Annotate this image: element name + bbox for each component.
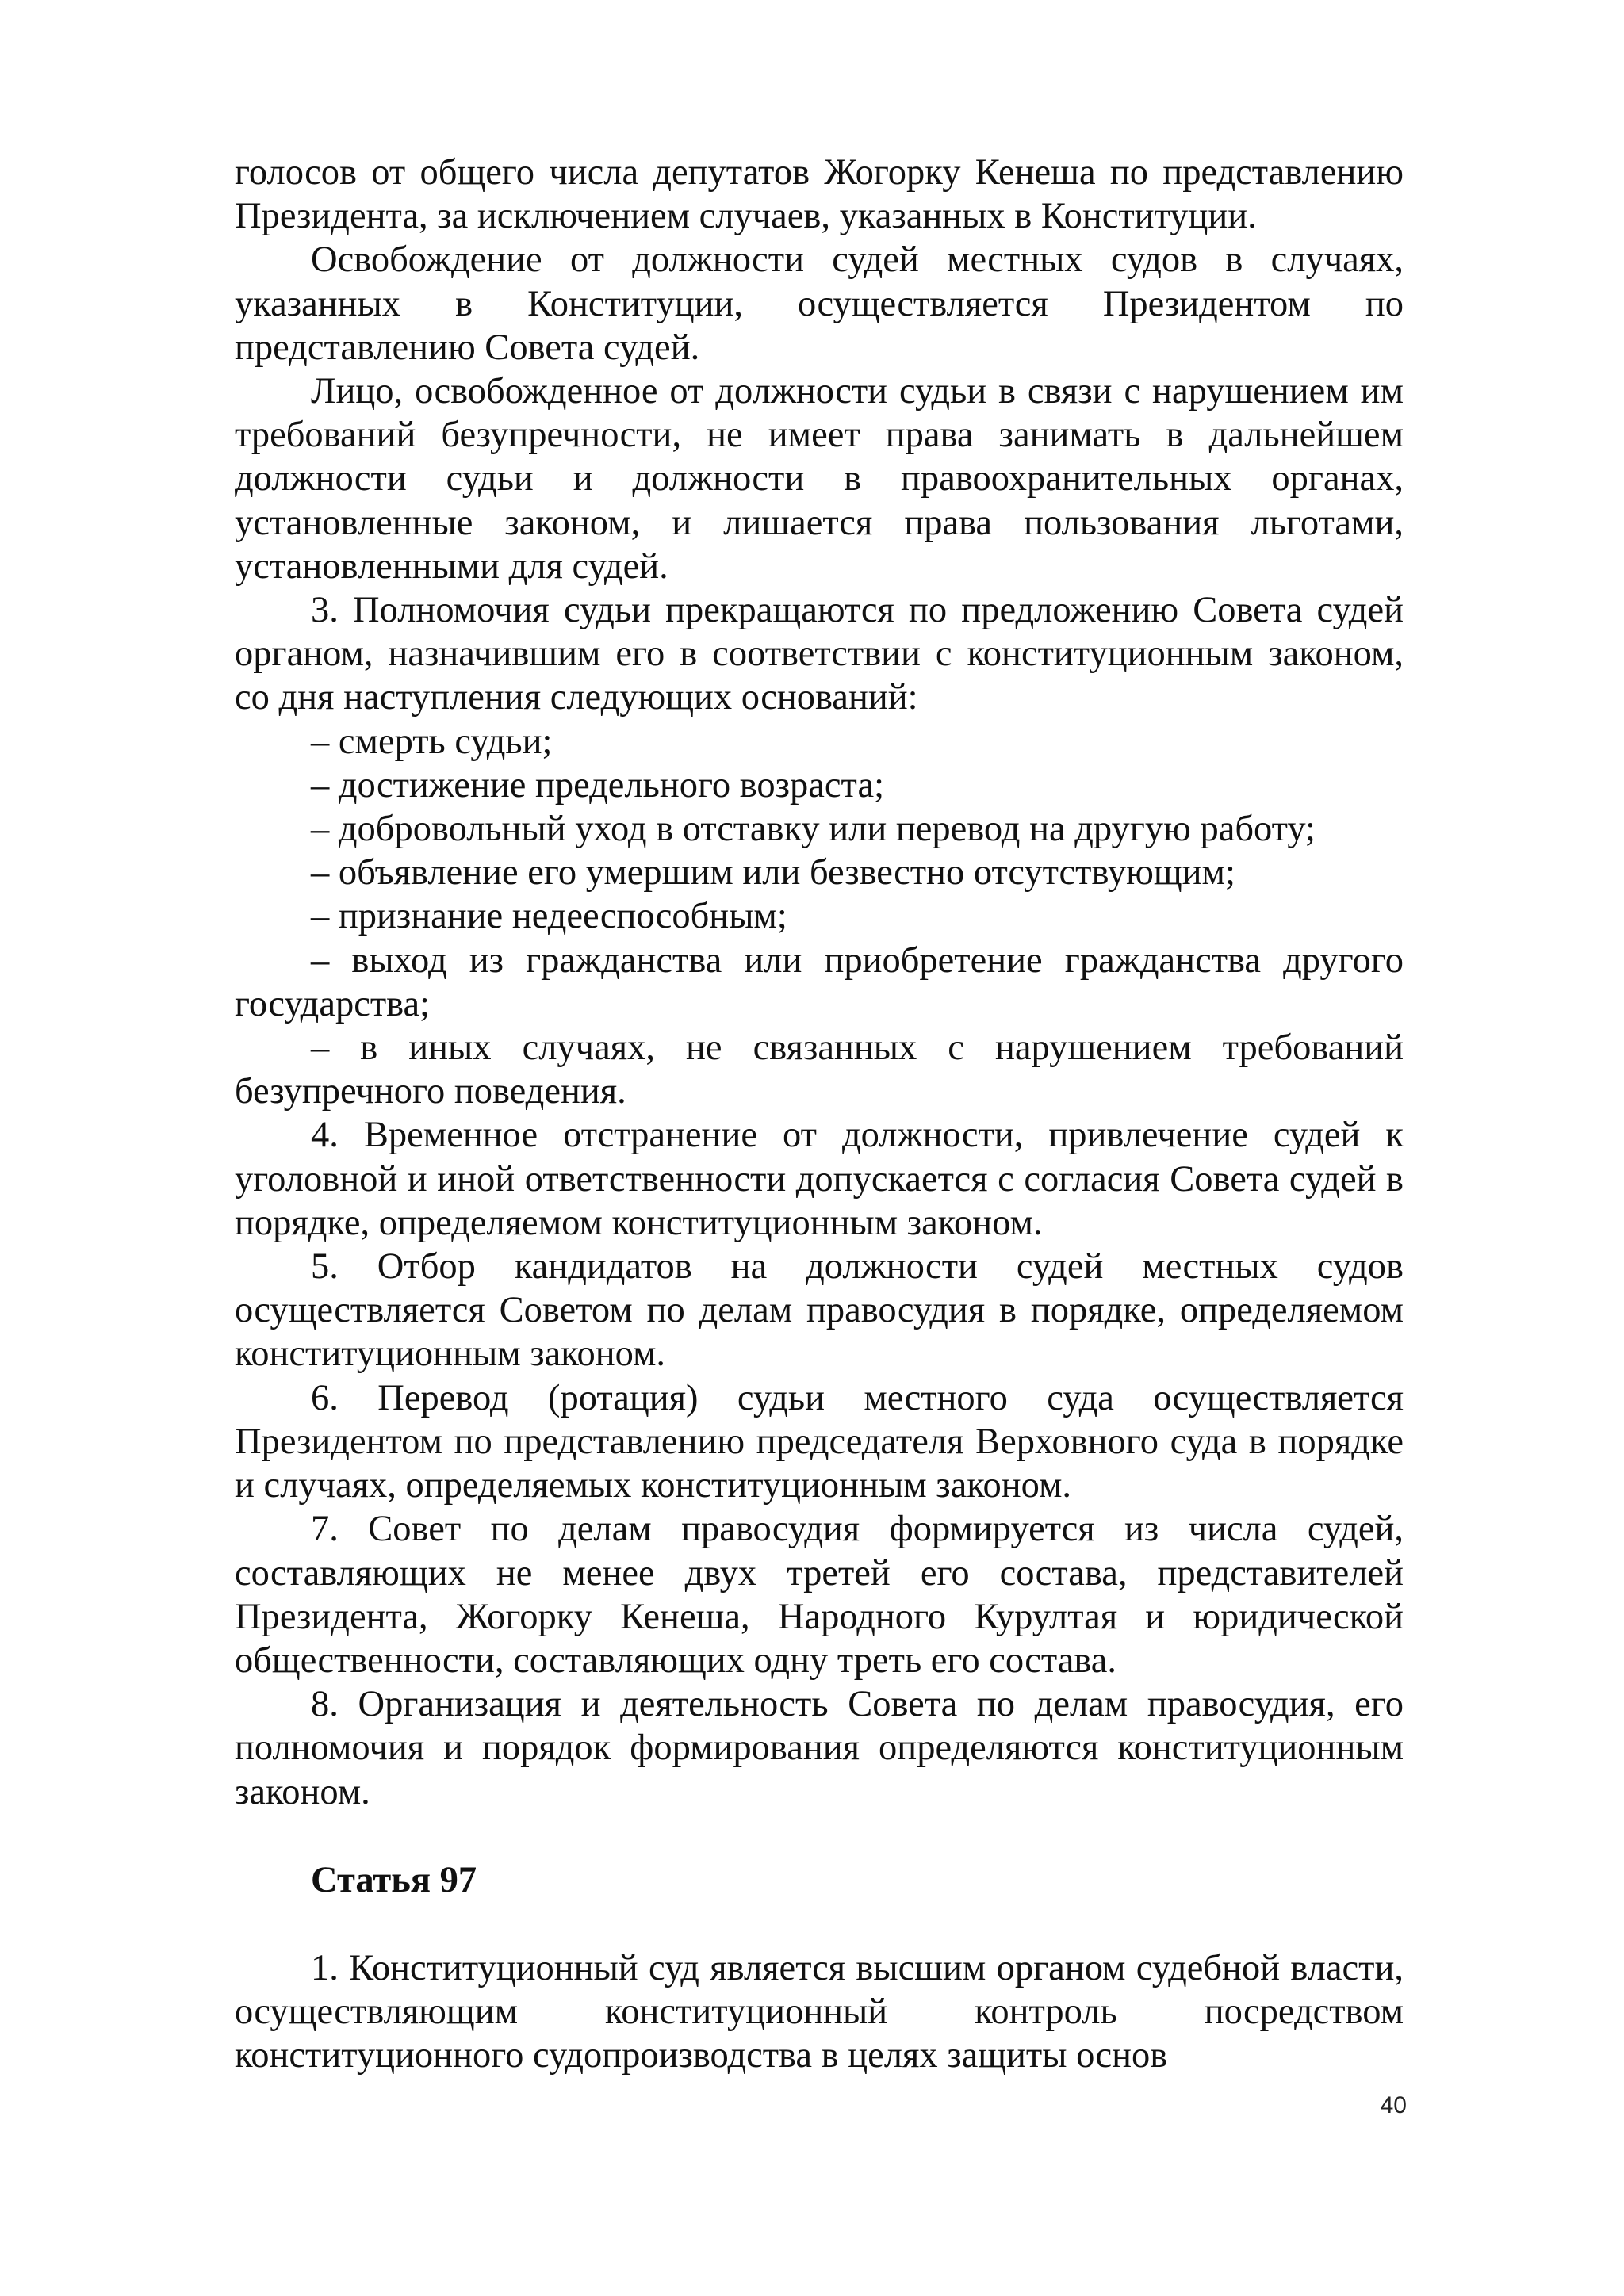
list-item-other-cases: – в иных случаях, не связанных с нарушением требований безупречного поведения. <box>235 1027 1404 1112</box>
article-97-paragraph-1: 1. Конституционный суд является высшим органом судебной власти, осуществляющим конституционный контроль посредством конституционного судопроизводства в целях защиты основ <box>235 1947 1404 2076</box>
paragraph-section-4: 4. Временное отстранение от должности, привлечение судей к уголовной и иной ответственности допускается с согласия Совета судей в порядке, определяемом конституционным законом. <box>235 1115 1404 1243</box>
list-item-declared-dead: – объявление его умершим или безвестно отсутствующим; <box>311 852 1235 894</box>
paragraph-section-5: 5. Отбор кандидатов на должности судей местных судов осуществляется Советом по делам правосудия в порядке, определяемом конституционным законом. <box>235 1246 1404 1375</box>
list-item-resignation: – добровольный уход в отставку или перевод на другую работу; <box>311 809 1316 850</box>
page-number: 40 <box>1380 2092 1407 2118</box>
paragraph-section-6: 6. Перевод (ротация) судьи местного суда осуществляется Президентом по представлению председателя Верховного суда в порядке и случаях, определяемых конституционным законом. <box>235 1377 1404 1506</box>
list-item-death: – смерть судьи; <box>311 721 553 762</box>
list-item-citizenship: – выход из гражданства или приобретение гражданства другого государства; <box>235 939 1404 1024</box>
paragraph-release-local-judges: Освобождение от должности судей местных судов в случаях, указанных в Конституции, осуществляется Президентом по представлению Совета судей. <box>235 239 1404 368</box>
list-item-incapacity: – признание недееспособным; <box>311 896 787 937</box>
paragraph-section-7: 7. Совет по делам правосудия формируется из числа судей, составляющих не менее двух третей его состава, представителей Президента, Жогорку Кенеша, Народного Курултая и юридической общественности, составляющих одну треть его состава. <box>235 1509 1404 1681</box>
paragraph-continuation: голосов от общего числа депутатов Жогорку Кенеша по представлению Президента, за исключением случаев, указанных в Конституции. <box>235 152 1404 237</box>
paragraph-section-3: 3. Полномочия судьи прекращаются по предложению Совета судей органом, назначившим его в соответствии с конституционным законом, со дня наступления следующих оснований: <box>235 590 1404 718</box>
paragraph-section-8: 8. Организация и деятельность Совета по делам правосудия, его полномочия и порядок формирования определяются конституционным законом. <box>235 1684 1404 1812</box>
document-body <box>235 151 1404 2077</box>
article-heading: Статья 97 <box>311 1859 477 1900</box>
paragraph-release-consequences: Лицо, освобожденное от должности судьи в связи с нарушением им требований безупречности, не имеет права занимать в дальнейшем должности судьи и должности в правоохранительных органах, установленные законом, и лишается права пользования льготами, установленными для судей. <box>235 371 1404 587</box>
list-item-age-limit: – достижение предельного возраста; <box>311 764 884 806</box>
